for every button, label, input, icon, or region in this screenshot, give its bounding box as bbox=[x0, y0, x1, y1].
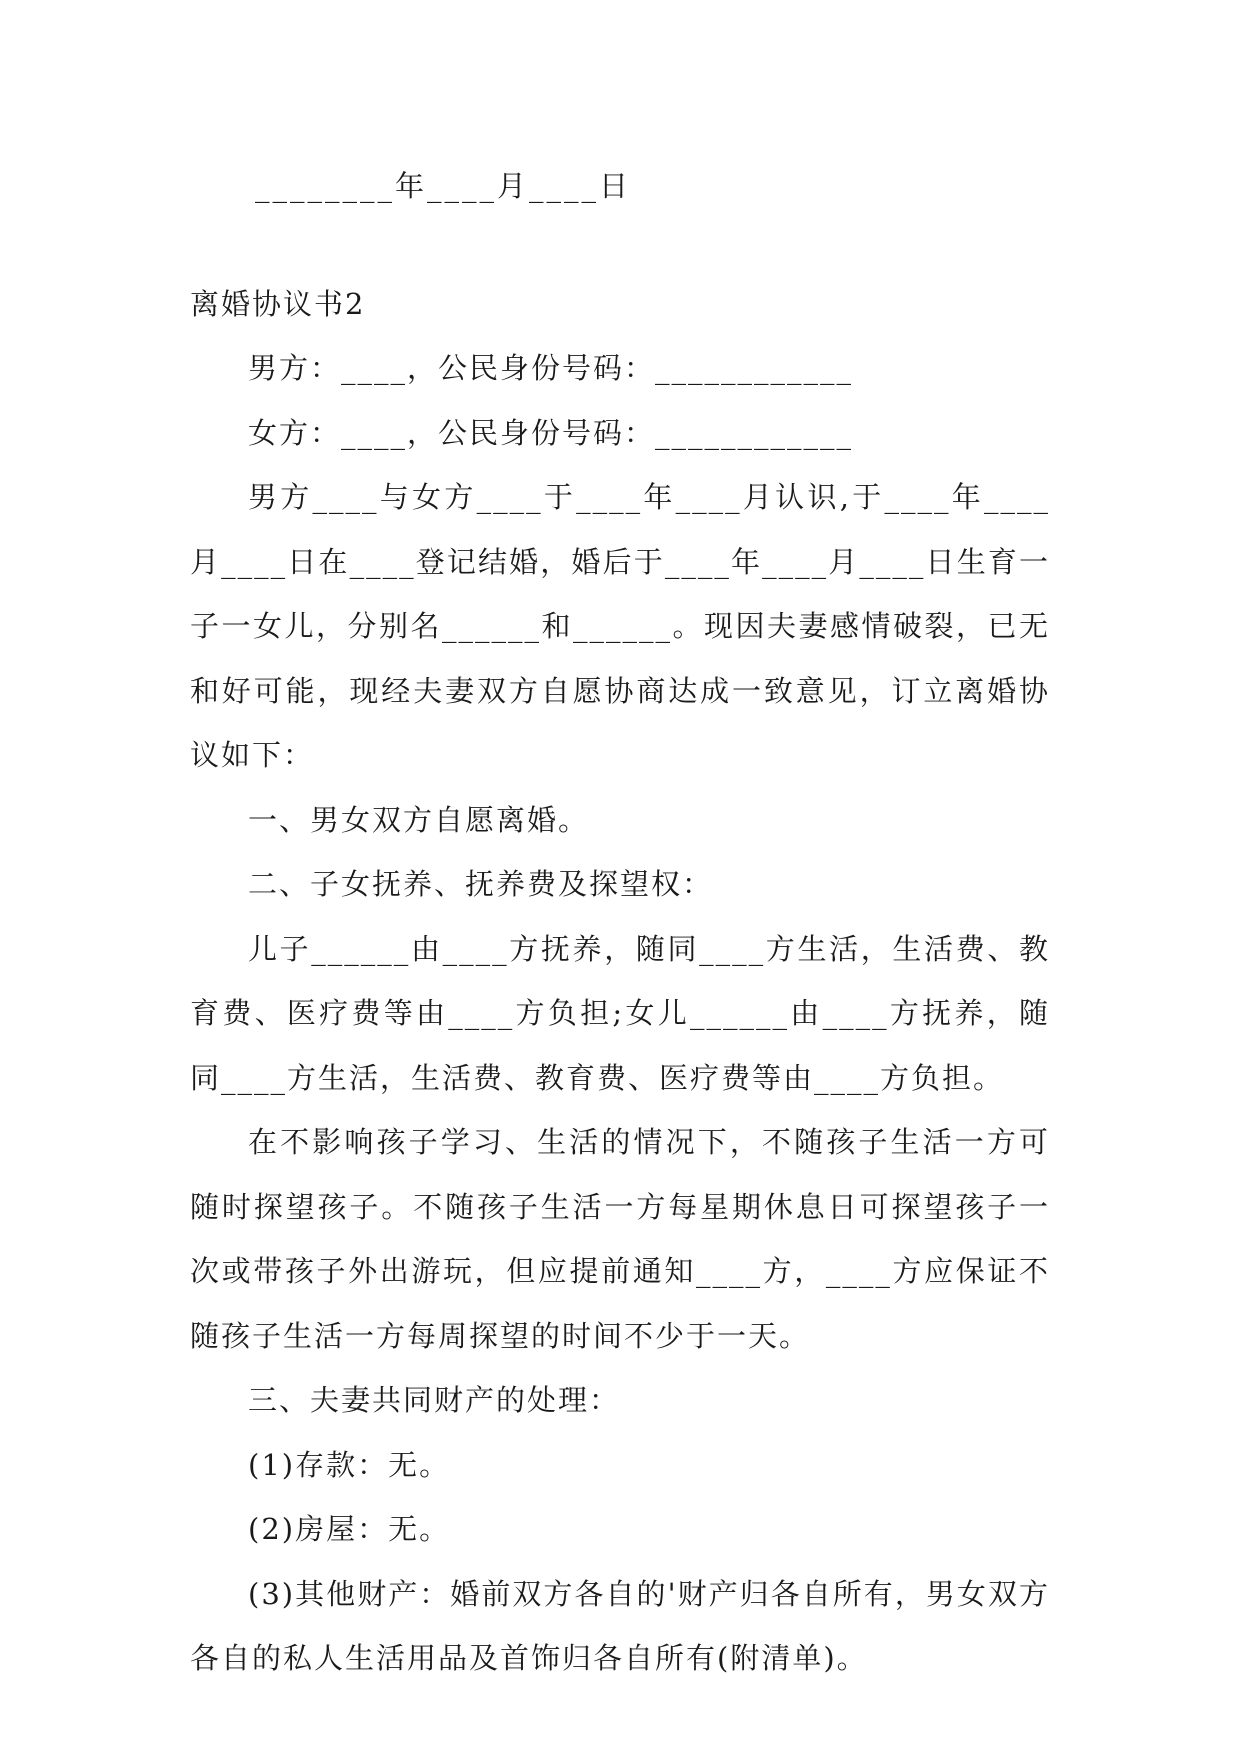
paragraph-deposits: (1)存款：无。 bbox=[248, 1447, 451, 1482]
paragraph-male-party: 男方：____，公民身份号码：____________ bbox=[248, 351, 854, 385]
paragraph-clause-2-heading: 二、子女抚养、抚养费及探望权： bbox=[248, 867, 714, 901]
paragraph-other-property: (3)其他财产：婚前双方各自的'财产归各自所有，男女双方各自的私人生活用品及首饰归各自所有(附清单)。 bbox=[190, 1576, 1050, 1675]
paragraph-background: 男方____与女方____于____年____月认识,于____年____月____日在____登记结婚，婚后于____年____月____日生育一子一女儿，分别名______和______。现因夫妻感情破裂，已无和好可能，现经夫妻双方自愿协商达成一致意见，订立离婚协议如下： bbox=[190, 480, 1050, 772]
document-body bbox=[190, 336, 1050, 1691]
date-line: ________年____月____日 bbox=[255, 169, 632, 203]
paragraph-female-party: 女方：____，公民身份号码：____________ bbox=[248, 415, 854, 450]
paragraph-clause-3-heading: 三、夫妻共同财产的处理： bbox=[248, 1383, 621, 1417]
paragraph-clause-1: 一、男女双方自愿离婚。 bbox=[248, 802, 590, 837]
paragraph-visitation: 在不影响孩子学习、生活的情况下，不随孩子生活一方可随时探望孩子。不随孩子生活一方每星期休息日可探望孩子一次或带孩子外出游玩，但应提前通知____方，____方应保证不随孩子生活一方每周探望的时间不少于一天。 bbox=[190, 1125, 1050, 1353]
paragraph-child-custody: 儿子______由____方抚养，随同____方生活，生活费、教育费、医疗费等由____方负担;女儿______由____方抚养，随同____方生活，生活费、教育费、医疗费等由____方负担。 bbox=[190, 931, 1050, 1095]
paragraph-housing: (2)房屋：无。 bbox=[248, 1512, 451, 1546]
document-title: 离婚协议书2 bbox=[190, 287, 366, 321]
